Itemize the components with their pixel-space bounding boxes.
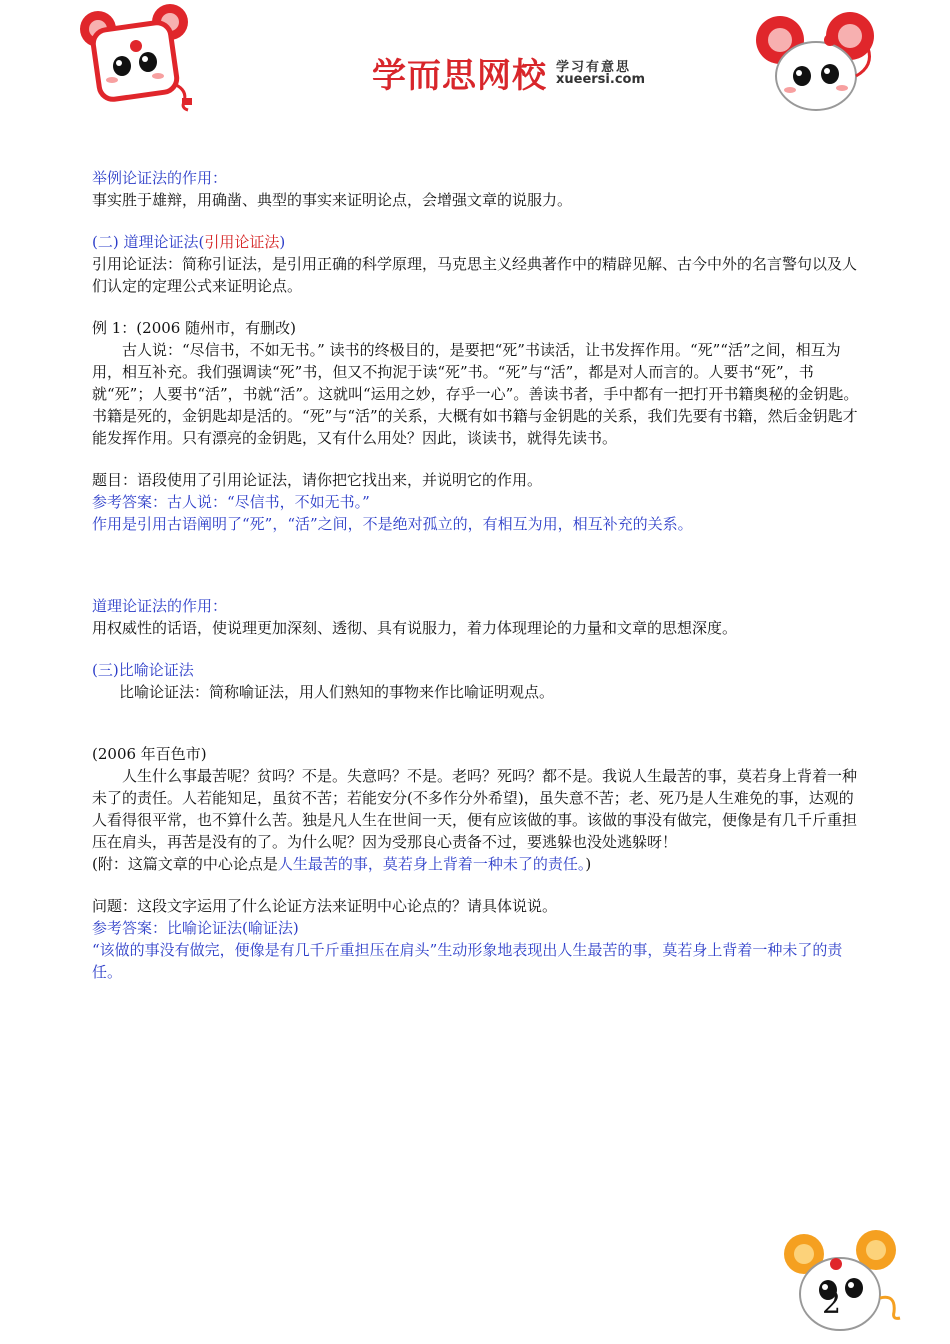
example-text: 人生什么事最苦呢？贫吗？不是。失意吗？不是。老吗？死吗？都不是。我说人生最苦的事，莫若身上背着一种未了的责任。人若能知足，虽贫不苦；若能安分(不多作分外希望)，虽失意不苦；老、死乃是人生难免的事，达观的人看得很平常，也不算什么苦。独是凡人生在世间一天，便有应该做的事。该做的事没有做完，便像是有几千斤重担压在肩头，再苦是没有的了。为什么呢？因为受那良心责备不过，要逃躲也没处逃躲呀！ <box>92 767 858 851</box>
question: 题目：语段使用了引用论证法，请你把它找出来，并说明它的作用。 <box>92 471 543 489</box>
mascot-bottom-icon <box>778 1228 913 1338</box>
brand-url: xueersi.com <box>556 72 646 87</box>
question: 问题：这段文字运用了什么论证方法来证明中心论点的？请具体说说。 <box>92 897 558 915</box>
note-highlight: 人生最苦的事，莫若身上背着一种未了的责任。 <box>277 855 586 873</box>
page-number: 2 <box>822 1286 842 1321</box>
mascot-right-icon <box>750 10 885 115</box>
title-part: (二) 道理论证法( <box>92 233 205 251</box>
brand-tagline: 学习有意思 <box>556 60 632 75</box>
section-title: (三)比喻论证法 <box>92 661 194 679</box>
paragraph: 比喻论证法：简称喻证法，用人们熟知的事物来作比喻证明观点。 <box>119 683 555 701</box>
answer: “该做的事没有做完，便像是有几千斤重担压在肩头”生动形象地表现出人生最苦的事，莫若身上背着一种未了的责任。 <box>92 941 843 981</box>
note <box>92 853 862 875</box>
title-part: ) <box>279 233 286 251</box>
note-part: ) <box>585 855 592 873</box>
section-title: 道理论证法的作用： <box>92 597 228 615</box>
example-label: 例 1：(2006 随州市，有删改) <box>92 319 296 337</box>
answer: 作用是引用古语阐明了“死”，“活”之间，不是绝对孤立的，有相互为用，相互补充的关系。 <box>92 515 693 533</box>
example-text: 古人说：“尽信书，不如无书。” 读书的终极目的，是要把“死”书读活，让书发挥作用。“死”“活”之间，相互为用，相互补充。我们强调读“死”书，但又不拘泥于读“死”书。“死”与“活”，都是对人而言的。人要书“死”，书就“死”；人要书“活”，书就“活”。这就叫“运用之妙，存乎一心”。善读书者，手中都有一把打开书籍奥秘的金钥匙。书籍是死的，金钥匙却是活的。“死”与“活”的关系，大概有如书籍与金钥匙的关系，我们先要有书籍，然后金钥匙才能发挥作用。只有漂亮的金钥匙，又有什么用处？因此，谈读书，就得先读书。 <box>92 341 859 447</box>
paragraph: 事实胜于雄辩，用确凿、典型的事实来证明论点，会增强文章的说服力。 <box>92 191 573 209</box>
note-part: (附：这篇文章的中心论点是 <box>92 855 278 873</box>
brand-logo: 学而思网校 <box>372 56 547 96</box>
page-header <box>0 0 950 130</box>
title-part-highlight: 引用论证法 <box>204 233 280 251</box>
answer: 参考答案：比喻论证法(喻证法) <box>92 919 299 937</box>
paragraph: 引用论证法：简称引证法，是引用正确的科学原理，马克思主义经典著作中的精辟见解、古今中外的名言警句以及人们认定的定理公式来证明论点。 <box>92 255 858 295</box>
mascot-left-icon <box>78 4 203 114</box>
document-body <box>92 167 862 983</box>
example-label: (2006 年百色市) <box>92 745 207 763</box>
section-title: 举例论证法的作用： <box>92 169 228 187</box>
answer: 参考答案：古人说：“尽信书，不如无书。” <box>92 493 370 511</box>
section-title <box>92 231 862 253</box>
paragraph: 用权威性的话语，使说理更加深刻、透彻、具有说服力，着力体现理论的力量和文章的思想深度。 <box>92 619 738 637</box>
